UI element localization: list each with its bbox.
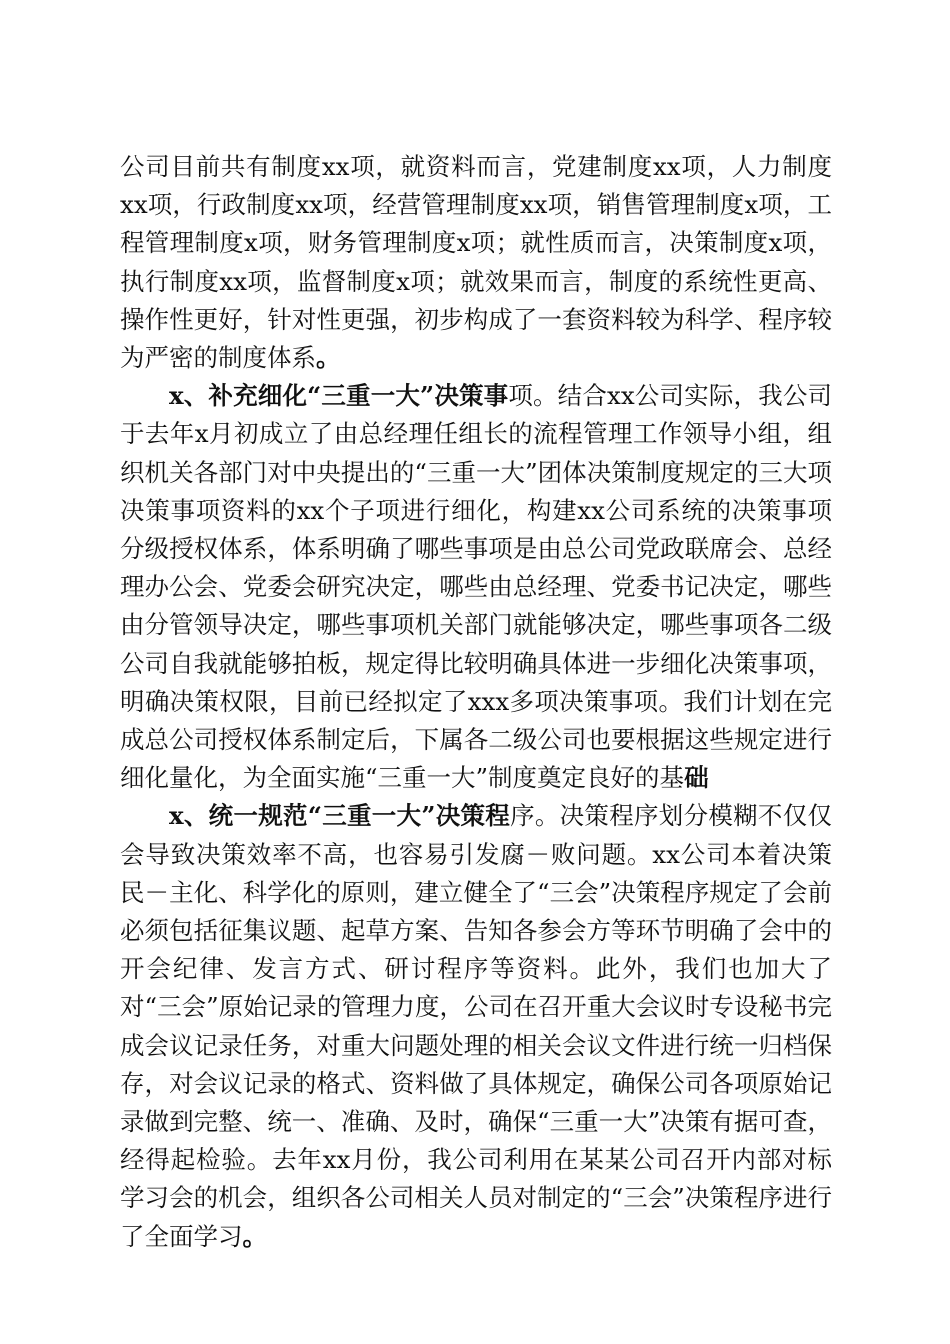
section-heading: x、补充细化“三重一大”决策事 xyxy=(169,381,509,411)
paragraph-decision-items xyxy=(120,377,832,797)
paragraph-text: 项。结合xx公司实际，我公司于去年x月初成立了由总经理任组长的流程管理工作领导小组，组织机关各部门对中央提出的“三重一大”团体决策制度规定的三大项决策事项资料的xx个子项进行细化，构建xx公司系统的决策事项分级授权体系，体系明确了哪些事项是由总公司党政联席会、总经理办公会、党委会研究决定，哪些由总经理、党委书记决定，哪些由分管领导决定，哪些事项机关部门就能够决定，哪些事项各二级公司自我就能够拍板，规定得比较明确具体进一步细化决策事项，明确决策权限，目前已经拟定了xxx多项决策事项。我们计划在完成总公司授权体系制定后，下属各二级公司也要根据这些规定进行细化量化，为全面实施“三重一大”制度奠定良好的基 xyxy=(120,381,832,793)
paragraph-decision-procedure xyxy=(120,797,832,1255)
paragraph-end-mark: 。 xyxy=(242,1221,267,1251)
paragraph-end-mark: 。 xyxy=(316,343,341,373)
section-heading: x、统一规范“三重一大”决策程 xyxy=(169,801,511,831)
body-text xyxy=(120,148,832,1256)
paragraph-text: 公司目前共有制度xx项，就资料而言，党建制度xx项，人力制度xx项，行政制度xx项，经营管理制度xx项，销售管理制度x项，工程管理制度x项，财务管理制度x项；就性质而言，决策制度x项，执行制度xx项，监督制度x项；就效果而言，制度的系统性更高、操作性更好，针对性更强，初步构成了一套资料较为科学、程序较为严密的制度体系 xyxy=(120,152,832,373)
paragraph-institution-summary xyxy=(120,148,832,377)
paragraph-text: 序。决策程序划分模糊不仅仅会导致决策效率不高，也容易引发腐－败问题。xx公司本着决策民－主化、科学化的原则，建立健全了“三会”决策程序规定了会前必须包括征集议题、起草方案、告知各参会方等环节明确了会中的开会纪律、发言方式、研讨程序等资料。此外，我们也加大了对“三会”原始记录的管理力度，公司在召开重大会议时专设秘书完成会议记录任务，对重大问题处理的相关会议文件进行统一归档保存，对会议记录的格式、资料做了具体规定，确保公司各项原始记录做到完整、统一、准确、及时，确保“三重一大”决策有据可查，经得起检验。去年xx月份，我公司利用在某某公司召开内部对标学习会的机会，组织各公司相关人员对制定的“三会”决策程序进行了全面学习 xyxy=(120,801,833,1251)
paragraph-end-mark: 础 xyxy=(684,763,709,793)
